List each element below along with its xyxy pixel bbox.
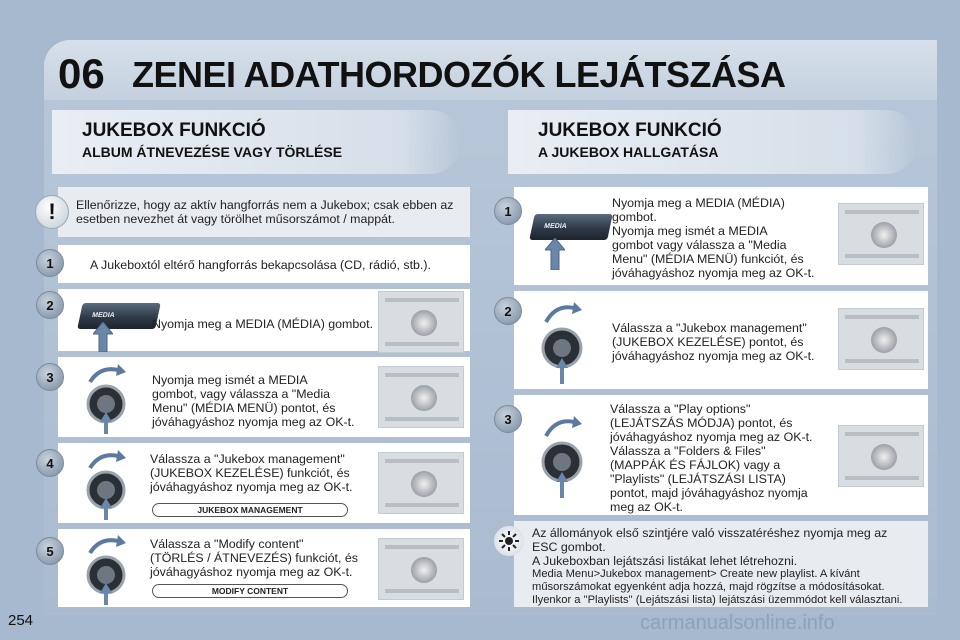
right-step-2-line2: (JUKEBOX KEZELÉSE) pontot, és [612, 335, 804, 349]
left-step-5-line3: jóváhagyáshoz nyomja meg az OK-t. [150, 565, 353, 579]
left-section-title: JUKEBOX FUNKCIÓ [82, 120, 266, 141]
page-title: ZENEI ADATHORDOZÓK LEJÁTSZÁSA [132, 54, 786, 95]
right-step-3-line5: (MAPPÁK ÉS FÁJLOK) vagy a [610, 458, 781, 472]
right-step-3-line1: Válassza a "Play options" [610, 402, 751, 416]
radio-panel-thumbnail [378, 538, 464, 600]
left-step-3-line1: Nyomja meg ismét a MEDIA [152, 373, 308, 387]
left-step-5-line2: (TÖRLÉS / ÁTNEVEZÉS) funkciót, és [150, 551, 358, 565]
tip-line3: A Jukeboxban lejátszási listákat lehet létrehozni. [532, 554, 798, 568]
right-step-3-line4: Válassza a "Folders & Files" [610, 444, 766, 458]
media-button-icon: MEDIA [529, 214, 613, 240]
right-section-subtitle: A JUKEBOX HALLGATÁSA [538, 144, 719, 160]
sun-tip-icon [498, 530, 520, 552]
left-step-2-text: Nyomja meg a MEDIA (MÉDIA) gombot. [152, 317, 374, 331]
right-section-title: JUKEBOX FUNKCIÓ [538, 120, 722, 141]
left-step-1-number: 1 [36, 249, 64, 277]
right-step-2-line3: jóváhagyáshoz nyomja meg az OK-t. [612, 349, 815, 363]
left-step-3-line3: Menu" (MÉDIA MENÜ) pontot, és [152, 401, 336, 415]
press-arrow-icon [93, 322, 113, 352]
left-step-2-number: 2 [36, 291, 64, 319]
press-arrow-icon [545, 238, 565, 270]
right-step-3-line8: meg az OK-t. [610, 500, 683, 514]
right-step-1-line2: gombot. [612, 210, 657, 224]
right-step-1-line3: Nyomja meg ismét a MEDIA [612, 224, 768, 238]
left-step-4-line3: jóváhagyáshoz nyomja meg az OK-t. [150, 480, 353, 494]
right-step-3-line7: pontot, majd jóváhagyáshoz nyomja [610, 486, 808, 500]
right-step-2-number: 2 [494, 297, 522, 325]
left-step-4-number: 4 [36, 449, 64, 477]
rotary-knob-icon [84, 362, 128, 434]
rotary-knob-icon [84, 448, 128, 520]
right-step-1-number: 1 [494, 197, 522, 225]
tip-line1: Az állományok első szintjére való visszatéréshez nyomja meg az [532, 526, 888, 540]
radio-panel-thumbnail [378, 452, 464, 514]
right-step-3-line6: "Playlists" (LEJÁTSZÁSI LISTA) [610, 472, 786, 486]
left-step-3-number: 3 [36, 363, 64, 391]
jukebox-management-pill: JUKEBOX MANAGEMENT [152, 503, 348, 517]
tip-small-line3: Ilyenkor a "Playlists" (Lejátszási lista) lejátszási üzemmódot kell választani. [532, 594, 903, 606]
left-step-3-line2: gombot, vagy válassza a "Media [152, 387, 330, 401]
warning-text-line2: esetben nevezhet át vagy törölhet műsorszámot / mappát. [76, 212, 395, 226]
left-step-3-line4: jóváhagyáshoz nyomja meg az OK-t. [152, 415, 355, 429]
right-step-1-line4: gombot vagy válassza a "Media [612, 238, 787, 252]
tip-small-line2: műsorszámokat egyenként adja hozzá, majd rögzítse a módosításokat. [532, 581, 885, 593]
left-section-subtitle: ALBUM ÁTNEVEZÉSE VAGY TÖRLÉSE [82, 144, 343, 160]
right-step-3-line2: (LEJÁTSZÁS MÓDJA) pontot, és [610, 416, 793, 430]
radio-panel-thumbnail [838, 308, 924, 370]
left-section-header [52, 110, 462, 174]
left-step-4-line2: (JUKEBOX KEZELÉSE) funkciót, és [150, 466, 350, 480]
left-step-4-line1: Válassza a "Jukebox management" [150, 452, 345, 466]
radio-panel-thumbnail [378, 366, 464, 428]
chapter-number: 06 [58, 50, 105, 97]
right-section-header [508, 110, 918, 174]
modify-content-pill: MODIFY CONTENT [152, 584, 348, 598]
page-number: 254 [8, 612, 34, 629]
warning-text-line1: Ellenőrizze, hogy az aktív hangforrás nem a Jukebox; csak ebben az [76, 198, 454, 212]
right-step-2-line1: Válassza a "Jukebox management" [612, 321, 807, 335]
rotary-knob-icon [84, 533, 128, 605]
right-step-3-number: 3 [494, 405, 522, 433]
tip-small-line1: Media Menu>Jukebox management> Create new playlist. A kívánt [532, 568, 860, 580]
left-step-5-line1: Válassza a "Modify content" [150, 537, 304, 551]
left-step-1-text: A Jukeboxtól eltérő hangforrás bekapcsolása (CD, rádió, stb.). [90, 258, 431, 272]
watermark: carmanualsonline.info [640, 612, 835, 634]
left-step-5-number: 5 [36, 537, 64, 565]
radio-panel-thumbnail [378, 291, 464, 353]
rotary-knob-icon [540, 300, 584, 384]
warning-icon: ! [35, 195, 69, 229]
radio-panel-thumbnail [838, 203, 924, 265]
right-step-3-line3: jóváhagyáshoz nyomja meg az OK-t. [610, 430, 813, 444]
right-step-1-line6: jóváhagyáshoz nyomja meg az OK-t. [612, 266, 815, 280]
right-step-1-line5: Menu" (MÉDIA MENÜ) funkciót, és [612, 252, 804, 266]
tip-line2: ESC gombot. [532, 540, 606, 554]
media-button-icon: MEDIA [77, 303, 161, 329]
rotary-knob-icon [540, 414, 584, 498]
right-step-1-line1: Nyomja meg a MEDIA (MÉDIA) [612, 196, 785, 210]
radio-panel-thumbnail [838, 425, 924, 487]
